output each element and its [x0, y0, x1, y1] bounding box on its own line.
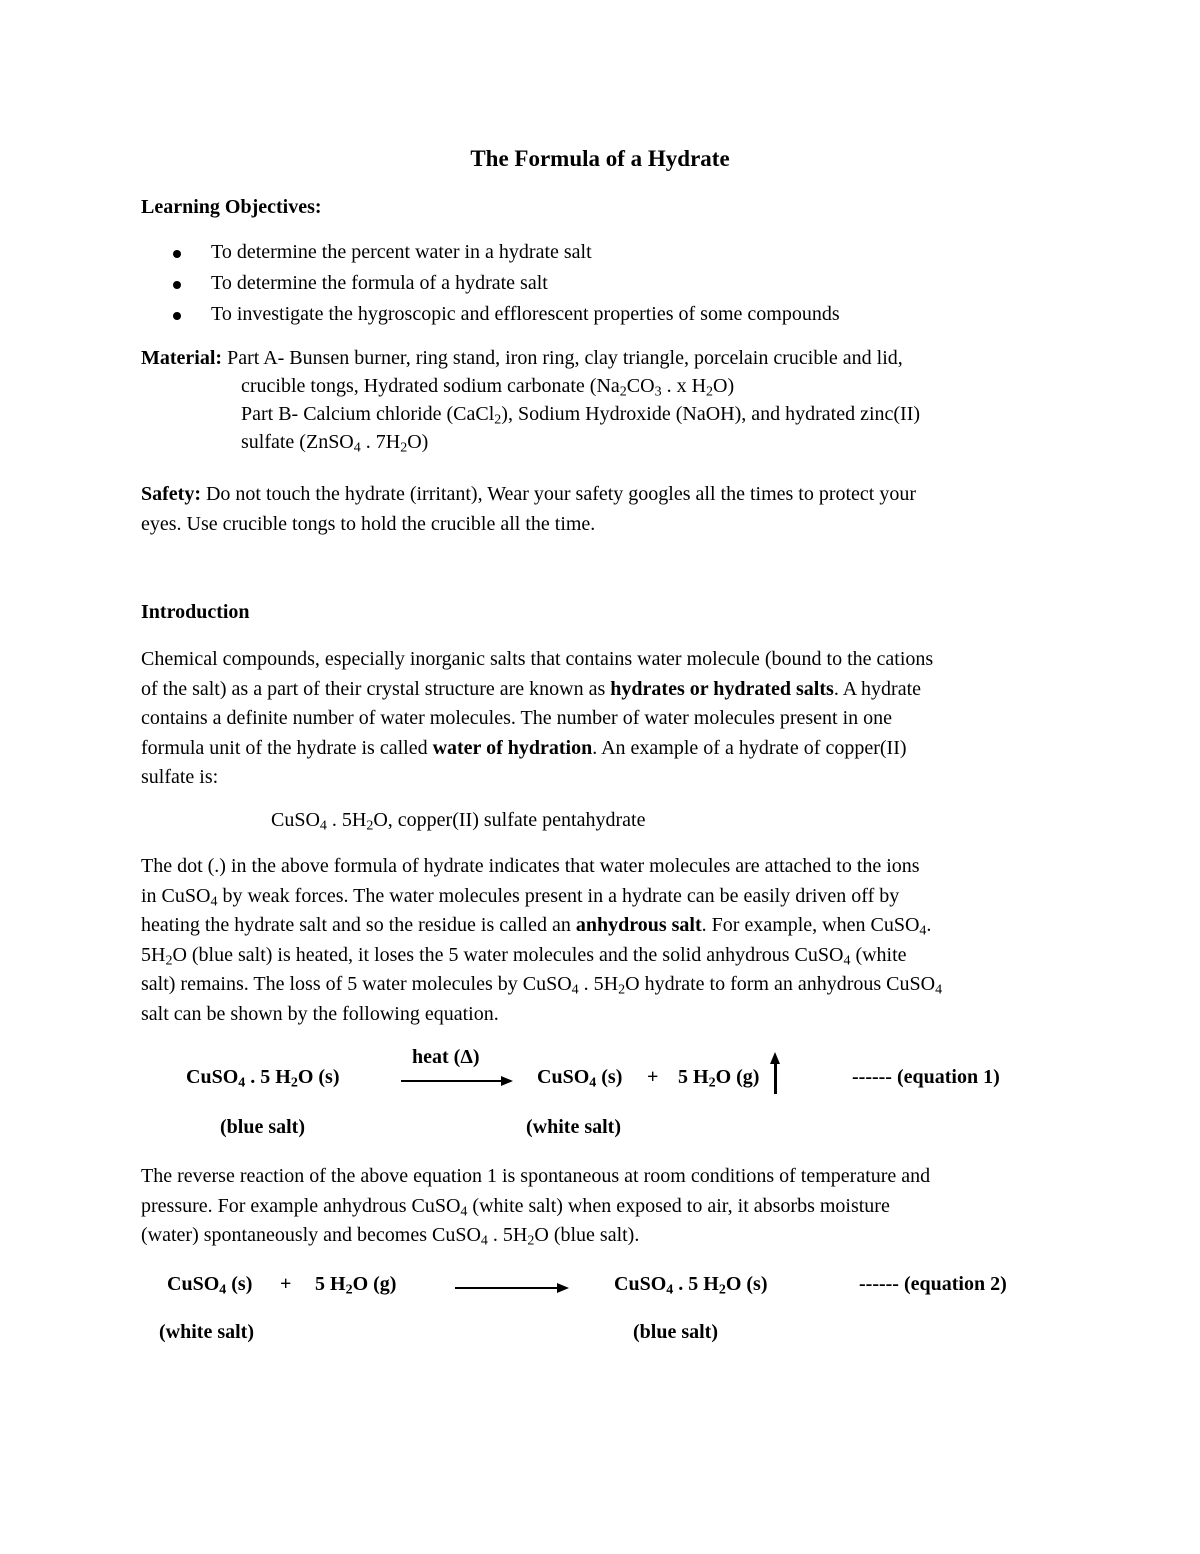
objective-text: To determine the percent water in a hydrate salt [211, 241, 592, 263]
objective-text: To investigate the hygroscopic and efflorescent properties of some compounds [211, 303, 840, 325]
material-line-2: crucible tongs, Hydrated sodium carbonate ($Na_2CO_3$ . x $H_2O$) [241, 375, 735, 400]
hydrate-example: CuSO$_4$ . $5H_2O$, copper(II) sulfate pentahydrate [271, 809, 646, 834]
eq1-note-white-salt: (white salt) [526, 1116, 621, 1138]
safety-label: Safety: [141, 483, 201, 505]
eq2-reactant-1: CuSO$_4$ (s) [167, 1273, 253, 1298]
eq2-label: ------ (equation 2) [859, 1273, 1007, 1295]
material-text: Part A- Bunsen burner, ring stand, iron ring, clay triangle, porcelain crucible and lid, [227, 347, 903, 369]
introduction-heading: Introduction [141, 601, 250, 623]
material-line-4: sulfate (ZnSO$_4$ . $7H_2O$) [241, 431, 429, 456]
eq1-label: ------ (equation 1) [852, 1066, 1000, 1088]
intro-paragraph-2: The dot (.) in the above formula of hydrate indicates that water molecules are attached to the ions in CuSO$_4$ by weak forces. The water molecules present in a hydrate can be easily driven off by heating the hydrate salt and so the residue is called an anhydrous salt. For example, when CuSO$_4$. $5H_2O$ (blue salt) is heated, it loses the 5 water molecules and the solid anhydrous CuSO$_4$ (white salt) remains. The loss of 5 water molecules by CuSO$_4$ . $5H_2O$ hydrate to form an anhydrous CuSO$_4$ salt can be shown by the following equation. [141, 855, 943, 1025]
objective-text: To determine the formula of a hydrate salt [211, 272, 548, 294]
bullet-icon [173, 312, 181, 320]
eq2-note-white-salt: (white salt) [159, 1321, 254, 1343]
eq2-product: CuSO$_4$ . 5 $H_2O$ (s) [614, 1273, 768, 1298]
bullet-icon [173, 250, 181, 258]
page-title: The Formula of a Hydrate [470, 146, 730, 171]
eq2-reactant-2: 5 $H_2O$ (g) [315, 1273, 397, 1298]
safety-line-1 [141, 483, 916, 506]
eq1-plus: + [647, 1066, 659, 1088]
reaction-arrow-icon [401, 1080, 511, 1082]
intro-paragraph-3: The reverse reaction of the above equation 1 is spontaneous at room conditions of temperature and pressure. For example anhydrous CuSO$_4$ (white salt) when exposed to air, it absorbs moisture (water) spontaneously and becomes CuSO$_4$ . $5H_2O$ (blue salt). [141, 1165, 931, 1249]
gas-evolved-arrow-icon [774, 1062, 777, 1094]
eq1-product-1: CuSO$_4$ (s) [537, 1066, 623, 1091]
safety-line-2: eyes. Use crucible tongs to hold the crucible all the time. [141, 513, 596, 535]
eq1-note-blue-salt: (blue salt) [220, 1116, 305, 1138]
material-line-1 [141, 347, 903, 370]
intro-paragraph-1: Chemical compounds, especially inorganic salts that contains water molecule (bound to the cations of the salt) as a part of their crystal structure are known as hydrates or hydrated salts. A hydrate contains a definite number of water molecules. The number of water molecules present in one formula unit of the hydrate is called water of hydration. An example of a hydrate of copper(II) sulfate is: [141, 648, 934, 788]
safety-text: Do not touch the hydrate (irritant), Wear your safety googles all the times to protect your [205, 483, 917, 505]
objectives-heading: Learning Objectives: [141, 196, 322, 218]
eq1-reactant: CuSO$_4$ . 5 $H_2O$ (s) [186, 1066, 340, 1091]
reaction-arrow-icon [455, 1287, 567, 1289]
eq1-product-2: 5 $H_2O$ (g) [678, 1066, 760, 1091]
eq1-condition: heat (Δ) [412, 1046, 480, 1068]
eq2-plus: + [280, 1273, 292, 1295]
material-label: Material: [141, 347, 223, 369]
eq2-note-blue-salt: (blue salt) [633, 1321, 718, 1343]
material-line-3: Part B- Calcium chloride (CaCl$_2$), Sodium Hydroxide (NaOH), and hydrated zinc(II) [241, 403, 921, 428]
bullet-icon [173, 281, 181, 289]
